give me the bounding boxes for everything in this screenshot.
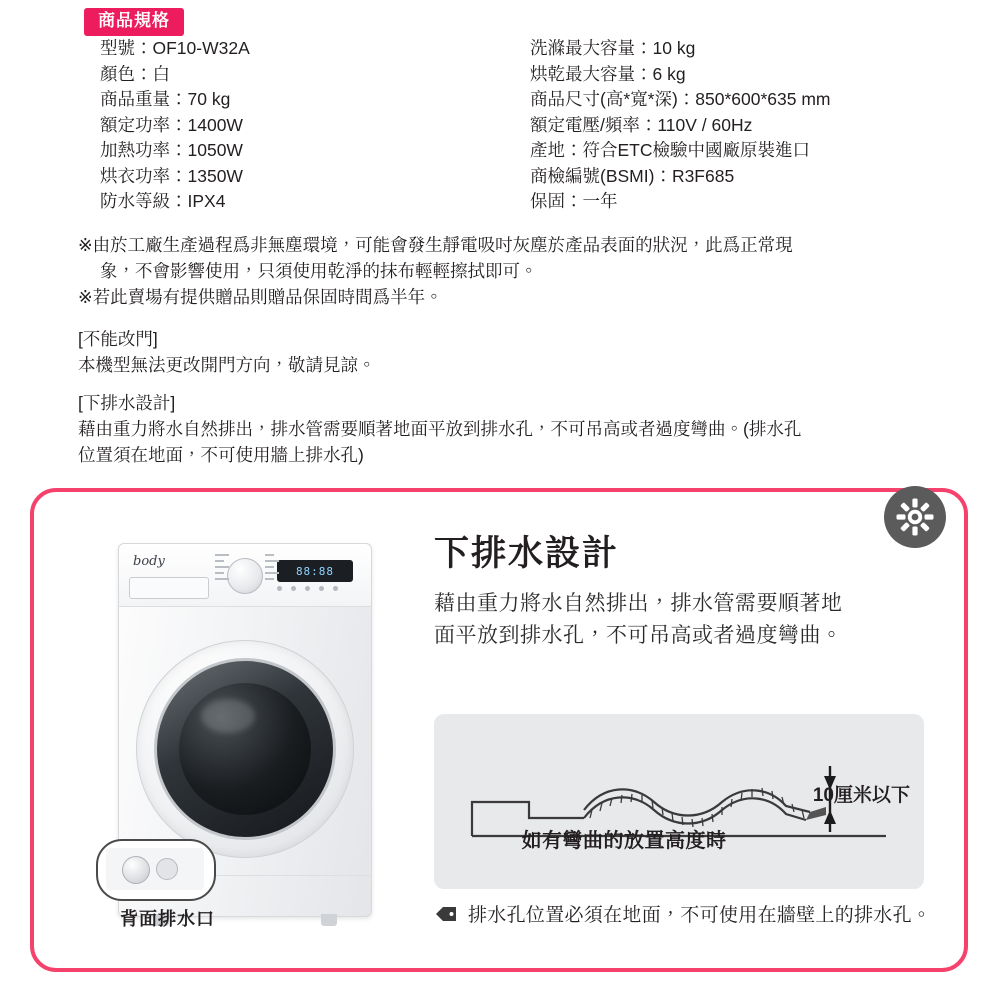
spec-column-right — [530, 36, 970, 215]
program-mark — [215, 578, 229, 580]
rear-drain-port — [156, 858, 178, 880]
panel-text-block — [434, 534, 934, 652]
rear-drain-cap — [122, 856, 150, 884]
washer-display: 88:88 — [277, 560, 353, 582]
washer-button — [305, 586, 310, 591]
spec-item-heating-power: 加熱功率：1050W — [100, 140, 243, 160]
spec-item-model: 型號：OF10-W32A — [100, 38, 250, 58]
spec-section-badge: 商品規格 — [84, 8, 184, 36]
drain-design-section — [78, 390, 938, 468]
washer-door-glass — [179, 683, 311, 815]
washer-brand-label: body — [133, 554, 165, 569]
drain-footnote — [434, 900, 931, 927]
spec-item-color: 顏色：白 — [100, 63, 170, 84]
spec-item-waterproof-rating: 防水等級：IPX4 — [100, 191, 226, 211]
washer-door-ring — [154, 658, 336, 840]
rear-drain-label: 背面排水口 — [120, 909, 215, 929]
detergent-drawer — [129, 577, 209, 599]
program-selector-knob — [227, 558, 263, 594]
program-mark — [215, 566, 229, 568]
rear-drain-callout — [96, 839, 216, 901]
spec-item-drying-power: 烘衣功率：1350W — [100, 165, 243, 186]
program-mark — [265, 566, 274, 568]
program-mark — [265, 578, 274, 580]
panel-description — [434, 588, 934, 652]
drain-design-heading: [下排水設計] — [78, 393, 176, 413]
spec-item-dimensions: 商品尺寸(高*寬*深)：850*600*635 mm — [530, 89, 831, 109]
washer-buttons — [277, 586, 338, 591]
spec-item-voltage-frequency: 額定電壓/頻率：110V / 60Hz — [530, 114, 753, 135]
door-direction-section — [78, 326, 938, 378]
washer-illustration — [96, 537, 396, 937]
note-gift-warranty: ※若此賣場有提供贈品則贈品保固時間爲半年。 — [78, 287, 443, 307]
notes-block — [78, 232, 938, 310]
washer-button — [291, 586, 296, 591]
program-mark — [215, 560, 224, 562]
tag-icon — [434, 904, 458, 924]
program-marks-left — [215, 554, 229, 580]
diagram-measure-label: 10厘米以下 — [812, 785, 910, 806]
program-mark — [265, 560, 279, 562]
washer-button — [319, 586, 324, 591]
rear-drain-callout-inner — [106, 848, 204, 890]
drain-design-body-1: 藉由重力將水自然排出，排水管需要順著地面平放到排水孔，不可吊高或者過度彎曲。(排水孔 — [78, 419, 802, 439]
door-glass-highlight — [201, 699, 255, 733]
spec-item-dry-capacity: 烘乾最大容量：6 kg — [530, 63, 686, 84]
program-marks-right — [265, 554, 279, 580]
spec-item-bsmi: 商檢編號(BSMI)：R3F685 — [530, 165, 735, 186]
program-mark — [265, 572, 279, 574]
spec-table — [100, 36, 970, 215]
spec-column-left — [100, 36, 530, 215]
panel-title: 下排水設計 — [434, 534, 620, 573]
spec-item-wash-capacity: 洗滌最大容量：10 kg — [530, 38, 696, 58]
drain-design-body-2: 位置須在地面，不可使用牆上排水孔) — [78, 445, 364, 465]
diagram-caption: 如有彎曲的放置高度時 — [521, 830, 727, 852]
spec-item-weight: 商品重量：70 kg — [100, 89, 231, 109]
spec-item-warranty: 保固：一年 — [530, 191, 618, 211]
washer-button — [277, 586, 282, 591]
note-dust-line-2: 象，不會影響使用，只須使用乾淨的抹布輕輕擦拭即可。 — [100, 261, 538, 281]
spec-item-origin: 產地：符合ETC檢驗中國廠原裝進口 — [530, 140, 810, 160]
spec-item-rated-power: 額定功率：1400W — [100, 114, 243, 135]
drain-hose-diagram — [434, 714, 924, 889]
drain-design-panel — [30, 488, 968, 972]
program-mark — [215, 572, 224, 574]
drain-footnote-text: 排水孔位置必須在地面，不可使用在牆壁上的排水孔。 — [468, 905, 932, 926]
note-dust-line-1: ※由於工廠生產過程爲非無塵環境，可能會發生靜電吸吋灰塵於產品表面的狀況，此爲正常現 — [78, 235, 793, 255]
panel-description-line-1: 藉由重力將水自然排出，排水管需要順著地 — [434, 592, 843, 616]
washer-foot-right — [321, 914, 337, 926]
door-direction-body: 本機型無法更改開門方向，敬請見諒。 — [78, 355, 376, 375]
panel-description-line-2: 面平放到排水孔，不可吊高或者過度彎曲。 — [434, 624, 843, 648]
washer-button — [333, 586, 338, 591]
washer-door — [136, 640, 354, 858]
door-direction-heading: [不能改門] — [78, 329, 158, 349]
program-mark — [215, 554, 229, 556]
program-mark — [265, 554, 274, 556]
washer-control-panel — [119, 544, 371, 607]
